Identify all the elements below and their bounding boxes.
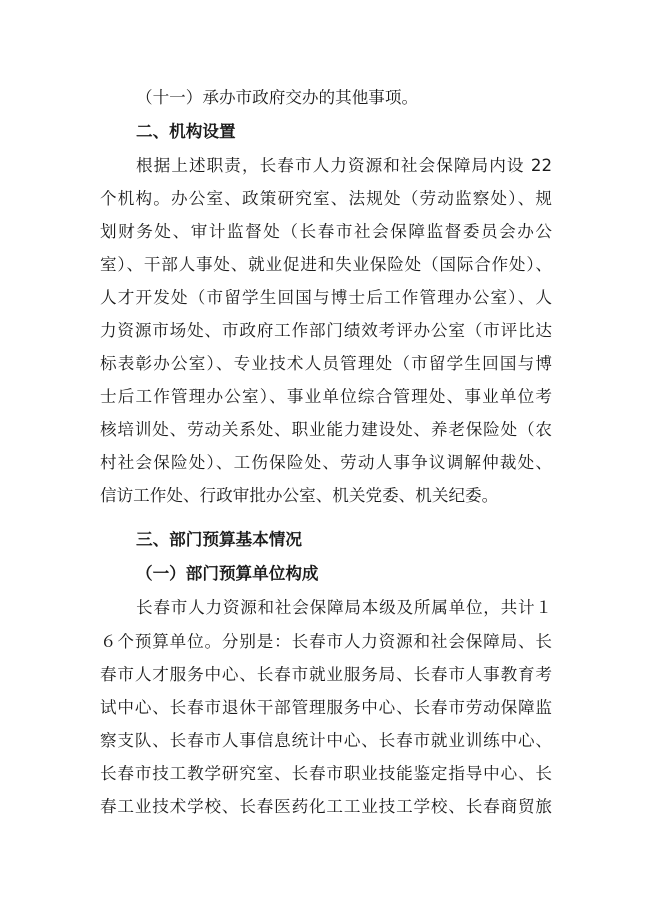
section-2-line: 村社会保险处）、工伤保险处、劳动人事争议调解仲裁处、: [100, 453, 552, 472]
section-3-heading: 三、部门预算基本情况: [136, 530, 302, 549]
subsection-1-line: 春工业技术学校、长春医药化工工业技工学校、长春商贸旅: [100, 797, 552, 816]
section-2-line: 士后工作管理办公室）、事业单位综合管理处、事业单位考: [100, 387, 552, 406]
section-2-line: 室）、干部人事处、就业促进和失业保险处（国际合作处）、: [100, 255, 552, 274]
subsection-1-heading: （一）部门预算单位构成: [136, 564, 319, 583]
section-2-heading: 二、机构设置: [136, 122, 236, 141]
subsection-1-line: 春市人才服务中心、长春市就业服务局、长春市人事教育考: [100, 665, 552, 684]
subsection-1-line: 试中心、长春市退休干部管理服务中心、长春市劳动保障监: [100, 698, 552, 717]
subsection-1-line: 长春市技工教学研究室、长春市职业技能鉴定指导中心、长: [100, 764, 552, 783]
item-11-text: （十一）承办市政府交办的其他事项。: [136, 88, 419, 107]
section-2-line: 根据上述职责，长春市人力资源和社会保障局内设 22: [136, 156, 552, 175]
section-2-line: 个机构。办公室、政策研究室、法规处（劳动监察处）、规: [100, 189, 552, 208]
subsection-1-line: 察支队、长春市人事信息统计中心、长春市就业训练中心、: [100, 731, 552, 750]
section-2-line: 标表彰办公室）、专业技术人员管理处（市留学生回国与博: [100, 354, 552, 373]
subsection-1-line: 长春市人力资源和社会保障局本级及所属单位，共计１: [136, 598, 552, 617]
section-2-line: 核培训处、劳动关系处、职业能力建设处、养老保险处（农: [100, 420, 552, 439]
section-2-line: 划财务处、审计监督处（长春市社会保障监督委员会办公: [100, 222, 552, 241]
section-2-line: 力资源市场处、市政府工作部门绩效考评办公室（市评比达: [100, 321, 552, 340]
section-2-line: 信访工作处、行政审批办公室、机关党委、机关纪委。: [100, 486, 499, 505]
subsection-1-line: ６个预算单位。分别是：长春市人力资源和社会保障局、长: [100, 632, 552, 651]
section-2-line: 人才开发处（市留学生回国与博士后工作管理办公室）、人: [100, 288, 552, 307]
